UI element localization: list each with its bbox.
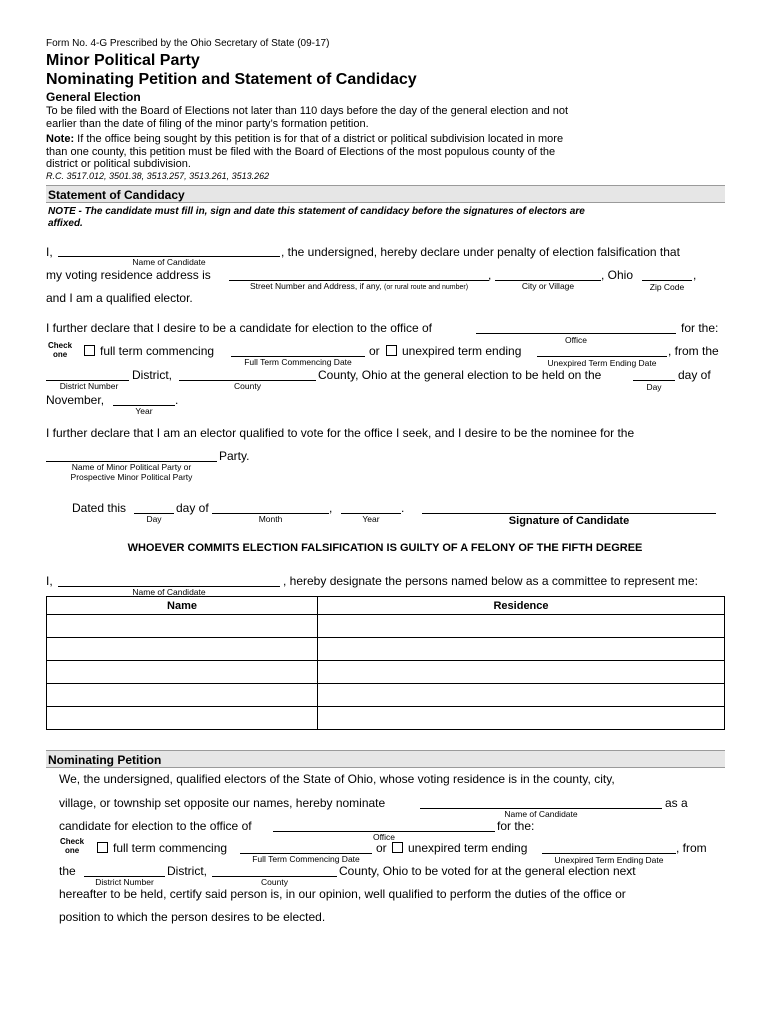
- committee-residence-cell[interactable]: [318, 638, 725, 661]
- from-text: , from: [676, 841, 707, 855]
- unexpired-term-checkbox[interactable]: [386, 345, 397, 356]
- further-declare-text: I further declare that I desire to be a candidate for election to the office of: [46, 321, 433, 335]
- text-i: I,: [46, 574, 53, 588]
- column-header-name: Name: [47, 597, 318, 615]
- text-i: I,: [46, 245, 53, 259]
- district-text: District,: [167, 864, 207, 878]
- caption-unexpired: Unexpired Term Ending Date: [547, 358, 657, 368]
- table-row: [47, 707, 725, 730]
- table-row: [47, 661, 725, 684]
- committee-residence-cell[interactable]: [318, 684, 725, 707]
- period: .: [401, 501, 405, 515]
- county-text: County, Ohio at the general election to be held on the: [318, 368, 602, 382]
- petition-text: We, the undersigned, qualified electors of the State of Ohio, whose voting residence is in the county, city,: [59, 772, 615, 786]
- caption-full-term: Full Term Commencing Date: [244, 357, 352, 367]
- caption-year: Year: [135, 406, 153, 416]
- election-day-field[interactable]: [633, 380, 675, 381]
- qualified-text: and I am a qualified elector.: [46, 291, 193, 305]
- committee-name-cell[interactable]: [47, 707, 318, 730]
- caption-county: County: [261, 877, 288, 887]
- caption-year: Year: [362, 514, 380, 524]
- caption-district: District Number: [59, 381, 119, 391]
- caption-party: Name of Minor Political Party or: [71, 462, 192, 472]
- form-subtitle: General Election: [46, 90, 141, 104]
- office-field[interactable]: [476, 333, 676, 334]
- petition-text: candidate for election to the office of: [59, 819, 252, 833]
- note-line: If the office being sought by this petition is for that of a district or political subdivision located in more: [77, 133, 564, 145]
- statement-note: NOTE - The candidate must fill in, sign and date this statement of candidacy before the signatures of electors are: [48, 206, 585, 217]
- for-the-text: for the:: [497, 819, 535, 833]
- caption-month: Month: [258, 514, 283, 524]
- or-text: or: [369, 344, 380, 358]
- table-row: [47, 638, 725, 661]
- section-title-statement: Statement of Candidacy: [48, 188, 185, 202]
- statement-note: affixed.: [48, 218, 83, 229]
- intro-text: To be filed with the Board of Elections not later than 110 days before the day of the general election and not: [46, 105, 569, 117]
- caption-city: City or Village: [521, 281, 575, 291]
- intro-text: earlier than the date of filing of the minor party’s formation petition.: [46, 118, 369, 130]
- petition-unexpired-checkbox[interactable]: [392, 842, 403, 853]
- caption-unexpired: Unexpired Term Ending Date: [554, 855, 664, 865]
- full-term-checkbox[interactable]: [84, 345, 95, 356]
- table-row: [47, 615, 725, 638]
- rc-reference: R.C. 3517.012, 3501.38, 3513.257, 3513.261, 3513.262: [46, 171, 270, 181]
- caption-street: [229, 281, 489, 291]
- committee-name-cell[interactable]: [47, 615, 318, 638]
- ohio-text: , Ohio: [601, 268, 634, 282]
- signature-field[interactable]: [422, 513, 716, 514]
- caption-full-term: Full Term Commencing Date: [252, 854, 360, 864]
- caption-name: Name of Candidate: [504, 809, 578, 819]
- form-number: Form No. 4-G Prescribed by the Ohio Secretary of State (09-17): [46, 38, 330, 49]
- caption-name: Name of Candidate: [132, 257, 206, 267]
- day-of-text: day of: [176, 501, 209, 515]
- note-text: than one county, this petition must be filed with the Board of Elections of the most populous county of the: [46, 146, 556, 158]
- caption-rural: (or rural route and number): [384, 284, 469, 291]
- as-a-text: as a: [665, 796, 688, 810]
- petition-text: position to which the person desires to be elected.: [59, 910, 326, 924]
- comma: ,: [329, 501, 333, 515]
- caption-day: Day: [146, 514, 162, 524]
- falsification-warning: WHOEVER COMMITS ELECTION FALSIFICATION IS GUILTY OF A FELONY OF THE FIFTH DEGREE: [127, 542, 643, 554]
- committee-name-cell[interactable]: [47, 638, 318, 661]
- party-text: Party.: [219, 449, 250, 463]
- committee-residence-cell[interactable]: [318, 707, 725, 730]
- note-text: [46, 133, 563, 145]
- period: .: [175, 393, 179, 407]
- caption-signature: Signature of Candidate: [508, 515, 630, 527]
- committee-residence-cell[interactable]: [318, 615, 725, 638]
- or-text: or: [376, 841, 387, 855]
- note-text: district or political subdivision.: [46, 158, 191, 170]
- caption-name: Name of Candidate: [132, 587, 206, 597]
- petition-full-term-checkbox[interactable]: [97, 842, 108, 853]
- comma: ,: [488, 268, 492, 282]
- for-the-text: for the:: [681, 321, 719, 335]
- unexpired-term-text: unexpired term ending: [408, 841, 528, 855]
- petition-unexpired-date-field[interactable]: [542, 853, 676, 854]
- check-label: Check: [48, 341, 73, 350]
- caption-day: Day: [646, 382, 662, 392]
- committee-table: [46, 596, 725, 730]
- one-label: one: [65, 846, 80, 855]
- committee-name-cell[interactable]: [47, 684, 318, 707]
- note-label: Note:: [46, 133, 75, 145]
- petition-text: hereafter to be held, certify said person is, in our opinion, well qualified to perform the duties of the office or: [59, 887, 626, 901]
- one-label: one: [53, 350, 68, 359]
- committee-residence-cell[interactable]: [318, 661, 725, 684]
- full-term-text: full term commencing: [100, 344, 215, 358]
- form-title: Minor Political Party: [46, 52, 200, 69]
- table-header-row: [47, 597, 725, 615]
- designate-text: , hereby designate the persons named below as a committee to represent me:: [283, 574, 698, 588]
- the-text: the: [59, 864, 76, 878]
- column-header-residence: Residence: [318, 597, 725, 615]
- zip-field[interactable]: [642, 280, 692, 281]
- comma: ,: [693, 268, 697, 282]
- form-title-2: Nominating Petition and Statement of Candidacy: [46, 71, 417, 88]
- check-label: Check: [60, 837, 85, 846]
- committee-name-cell[interactable]: [47, 661, 318, 684]
- caption-zip: Zip Code: [649, 282, 685, 292]
- caption-county: County: [234, 381, 261, 391]
- november-text: November,: [46, 393, 105, 407]
- further-declare-2-text: I further declare that I am an elector qualified to vote for the office I seek, and I desire to be the nominee for the: [46, 426, 635, 440]
- district-text: District,: [132, 368, 172, 382]
- caption-office: Office: [564, 335, 588, 345]
- unexpired-date-field[interactable]: [537, 356, 667, 357]
- caption-street-text: Street Number and Address, if any,: [249, 281, 382, 291]
- day-of-text: day of: [678, 368, 711, 382]
- caption-party-2: Prospective Minor Political Party: [70, 472, 193, 482]
- county-text: County, Ohio to be voted for at the general election next: [339, 864, 636, 878]
- unexpired-term-text: unexpired term ending: [402, 344, 522, 358]
- caption-district: District Number: [95, 877, 154, 887]
- section-title-petition: Nominating Petition: [48, 753, 162, 767]
- full-term-text: full term commencing: [113, 841, 228, 855]
- residence-text: my voting residence address is: [46, 268, 211, 282]
- declare-text: , the undersigned, hereby declare under penalty of election falsification that: [281, 245, 680, 259]
- table-row: [47, 684, 725, 707]
- from-the-text: , from the: [668, 344, 719, 358]
- petition-text: village, or township set opposite our names, hereby nominate: [59, 796, 386, 810]
- dated-this-text: Dated this: [72, 501, 127, 515]
- caption-office: Office: [372, 832, 396, 842]
